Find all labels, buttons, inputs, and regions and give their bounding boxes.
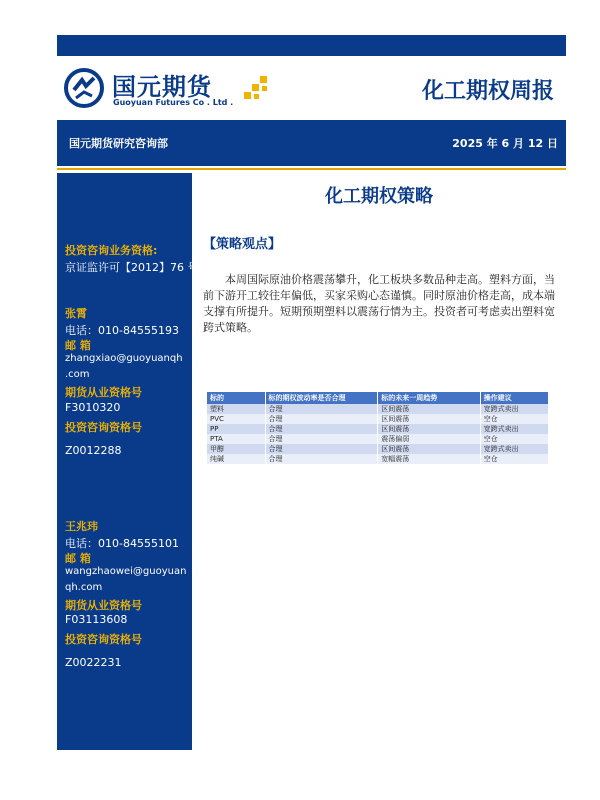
table-cell: 纯碱 xyxy=(207,454,265,464)
table-row xyxy=(207,444,549,454)
table-row xyxy=(207,434,549,444)
table-cell: 区间震荡 xyxy=(378,444,480,454)
table-cell: 合理 xyxy=(265,444,378,454)
logo-emblem-icon xyxy=(64,68,104,108)
department-label: 国元期货研究咨询部 xyxy=(69,137,168,150)
table-cell: 区间震荡 xyxy=(378,414,480,424)
logo-squares-icon xyxy=(242,74,272,104)
top-banner-bar xyxy=(57,35,566,56)
table-cell: 区间震荡 xyxy=(378,424,480,434)
analyst-email-label: 邮 箱 xyxy=(65,552,91,565)
table-cell: 合理 xyxy=(265,454,378,464)
analyst-email-cont: .com xyxy=(65,369,90,380)
table-cell: PVC xyxy=(207,414,265,424)
futures-license-no: F3010320 xyxy=(65,401,121,414)
table-header: 标的期权波动率是否合理 xyxy=(265,392,378,404)
table-cell: 宽跨式卖出 xyxy=(480,444,548,454)
table-row xyxy=(207,424,549,434)
qualification-label: 投资咨询业务资格: xyxy=(65,244,158,257)
analyst-name: 张霄 xyxy=(65,307,87,320)
company-logo xyxy=(62,64,272,114)
consult-license-no: Z0022231 xyxy=(65,656,122,669)
table-cell: 空仓 xyxy=(480,434,548,444)
table-cell: 甲醇 xyxy=(207,444,265,454)
strategy-table xyxy=(207,392,549,464)
qualification-value: 京证监许可【2012】76 号 xyxy=(65,261,199,274)
consult-license-label: 投资咨询资格号 xyxy=(65,421,142,434)
table-cell: 合理 xyxy=(265,424,378,434)
table-cell: 合理 xyxy=(265,414,378,424)
analyst-email-label: 邮 箱 xyxy=(65,339,91,352)
table-cell: 空仓 xyxy=(480,454,548,464)
table-cell: 宽跨式卖出 xyxy=(480,424,548,434)
analyst-name: 王兆玮 xyxy=(65,520,98,533)
report-title: 化工期权周报 xyxy=(421,79,554,104)
table-cell: PP xyxy=(207,424,265,434)
table-cell: 空仓 xyxy=(480,414,548,424)
table-header: 标的未来一周趋势 xyxy=(378,392,480,404)
analyst-phone: 电话：010-84555193 xyxy=(65,324,179,337)
divider xyxy=(57,168,566,170)
consult-license-label: 投资咨询资格号 xyxy=(65,633,142,646)
brand-name-en: Guoyuan Futures Co . Ltd . xyxy=(113,98,234,107)
futures-license-label: 期货从业资格号 xyxy=(65,386,142,399)
table-cell: 区间震荡 xyxy=(378,404,480,414)
consult-license-no: Z0012288 xyxy=(65,444,122,457)
table-cell: 宽跨式卖出 xyxy=(480,404,548,414)
table-cell: PTA xyxy=(207,434,265,444)
table-cell: 合理 xyxy=(265,434,378,444)
section-heading: 【策略观点】 xyxy=(203,237,282,252)
table-row xyxy=(207,414,549,424)
page-title: 化工期权策略 xyxy=(325,186,433,207)
header-info-bar xyxy=(57,120,566,166)
analyst-phone: 电话：010-84555101 xyxy=(65,537,179,550)
table-cell: 宽幅震荡 xyxy=(378,454,480,464)
report-date: 2025 年 6 月 12 日 xyxy=(452,137,558,150)
futures-license-no: F03113608 xyxy=(65,613,128,626)
table-row xyxy=(207,454,549,464)
table-header: 标的 xyxy=(207,392,265,404)
analyst-email-cont: qh.com xyxy=(65,582,103,593)
table-header: 操作建议 xyxy=(480,392,548,404)
table-cell: 震荡偏弱 xyxy=(378,434,480,444)
futures-license-label: 期货从业资格号 xyxy=(65,599,142,612)
analyst-email: zhangxiao@guoyuanqh xyxy=(65,353,183,364)
table-cell: 塑料 xyxy=(207,404,265,414)
brand-name-cn: 国元期货 xyxy=(112,73,212,101)
analyst-email: wangzhaowei@guoyuan xyxy=(65,566,187,577)
table-row xyxy=(207,404,549,414)
strategy-paragraph: 本周国际原油价格震荡攀升，化工板块多数品种走高。塑料方面，当前下游开工较往年偏低，买家采购心态谨慎。同时原油价格走高，成本端支撑有所提升。短期预期塑料以震荡行情为主。投资者可考虑卖出塑料宽跨式策略。 xyxy=(203,273,555,334)
table-header-row xyxy=(207,392,549,404)
table-cell: 合理 xyxy=(265,404,378,414)
